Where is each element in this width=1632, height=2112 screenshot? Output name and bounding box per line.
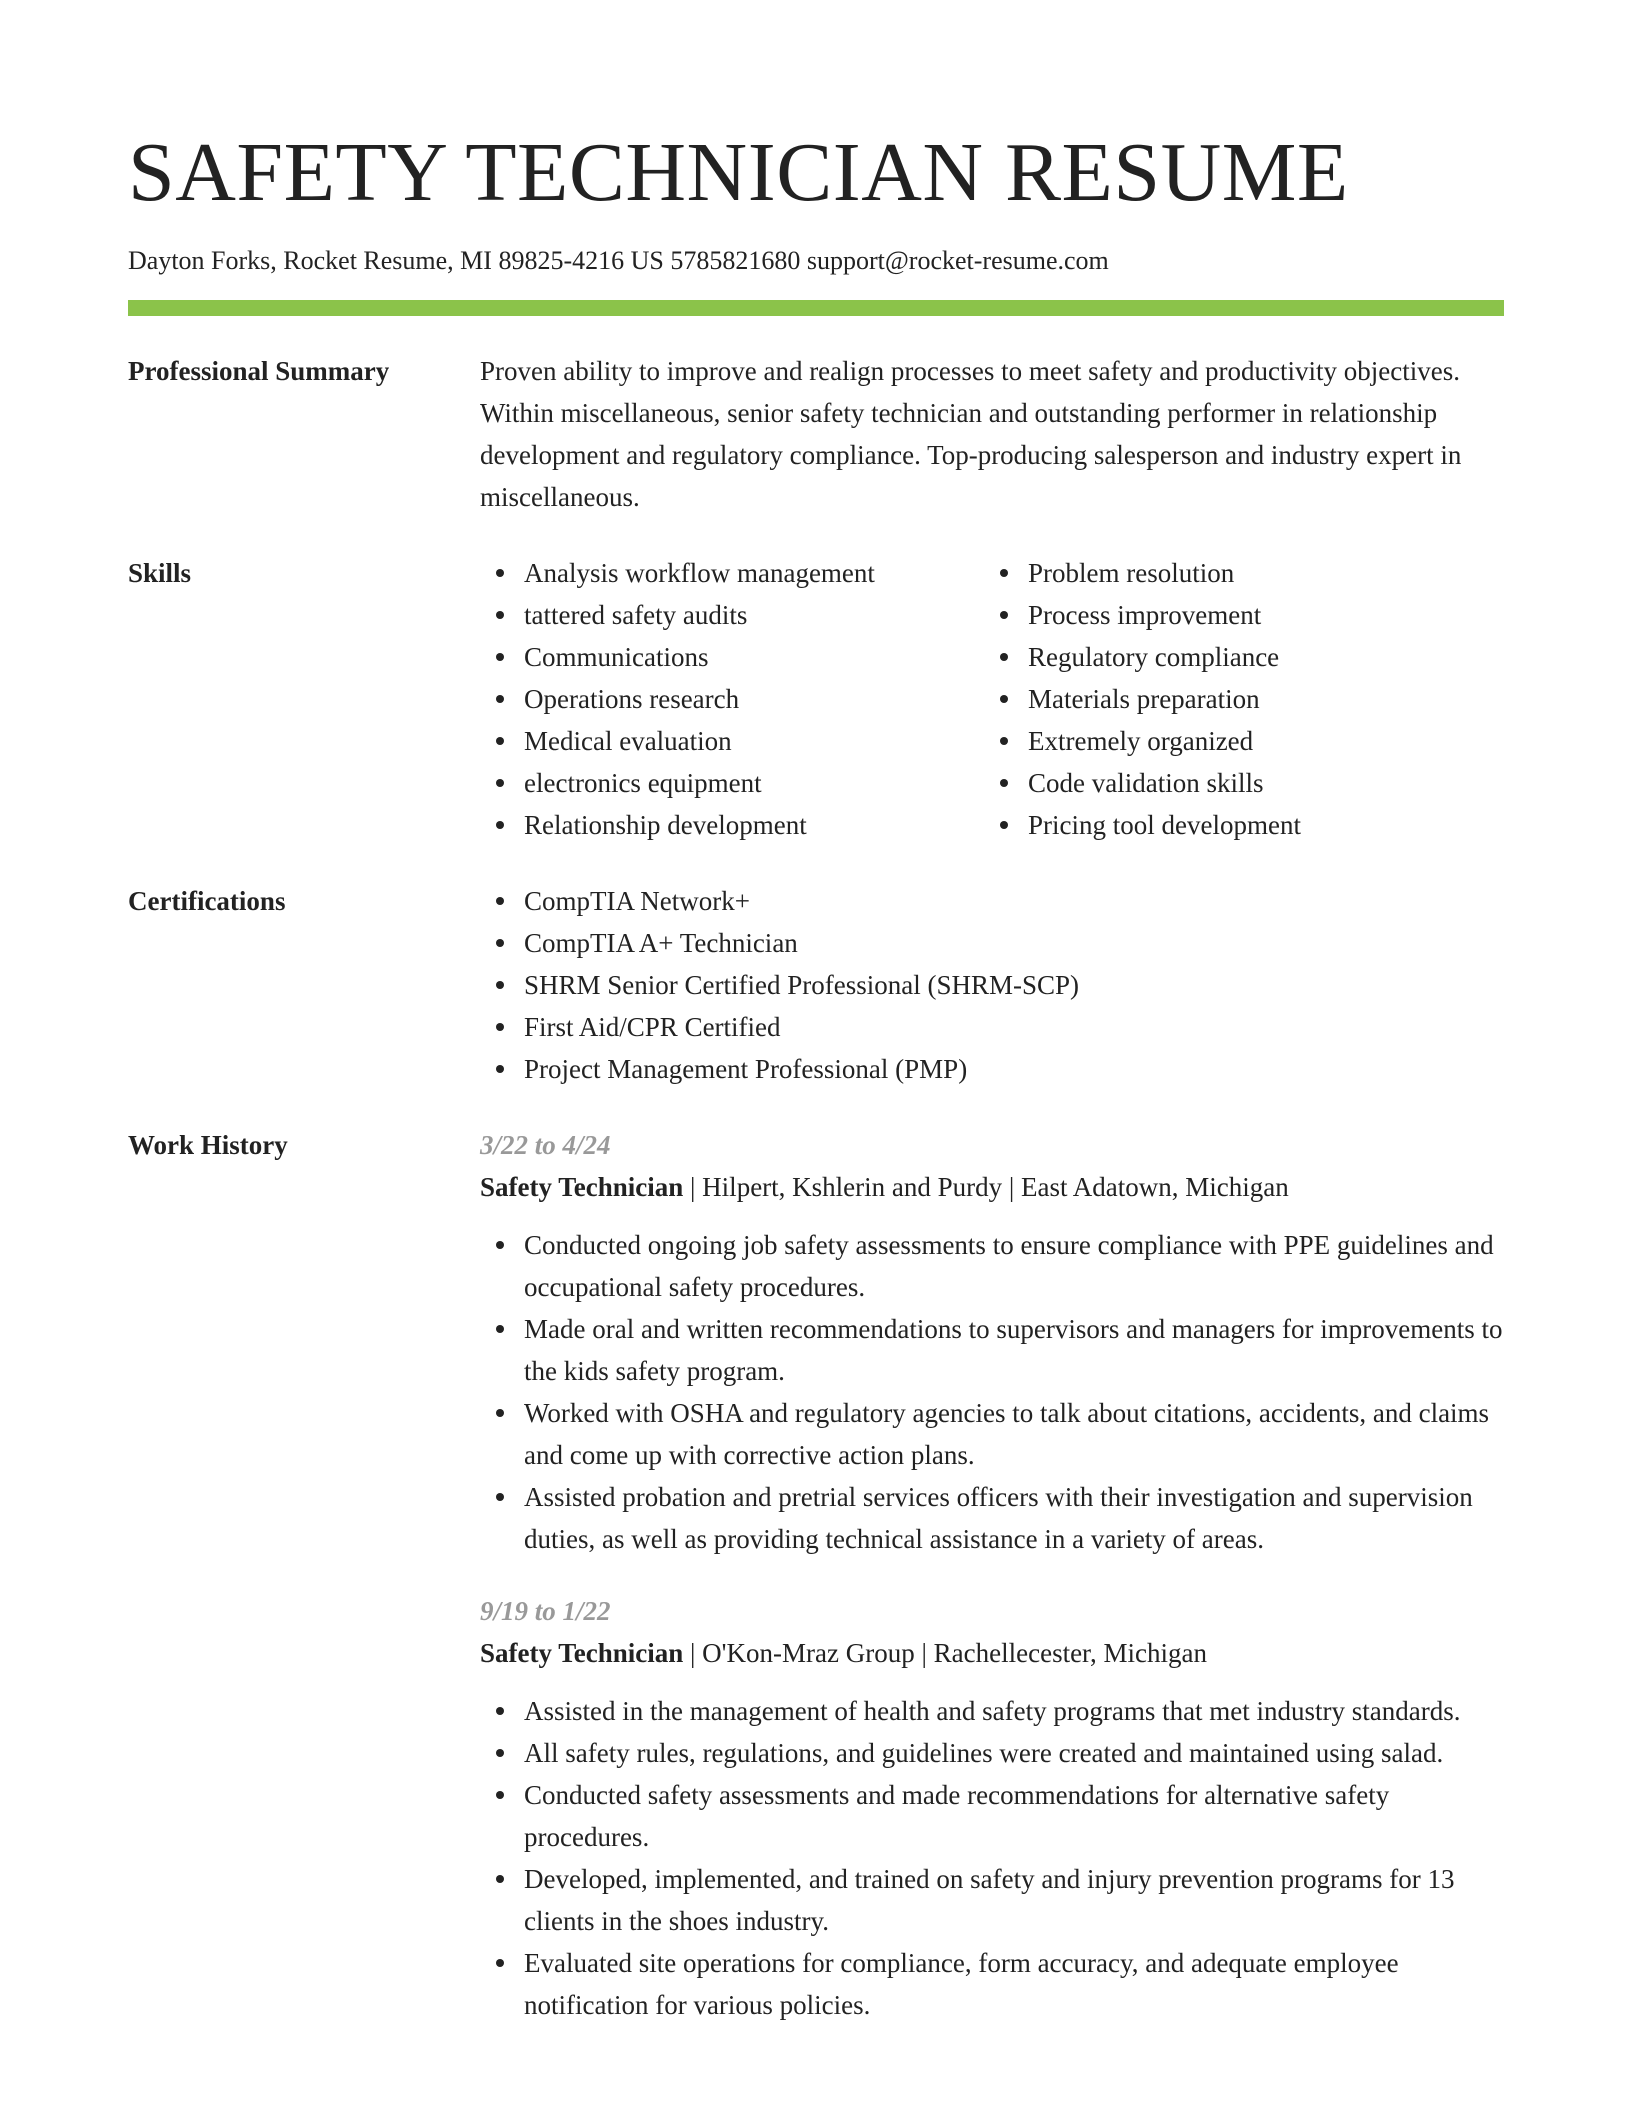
skills-heading: Skills: [128, 558, 192, 588]
job-duties-list: [480, 1690, 1504, 2026]
certification-item: First Aid/CPR Certified: [480, 1006, 1504, 1048]
job-duties-list: [480, 1224, 1504, 1560]
skill-item: Pricing tool development: [984, 804, 1488, 846]
skill-item: Process improvement: [984, 594, 1488, 636]
job-title: Safety Technician: [480, 1172, 684, 1202]
job-duty: Developed, implemented, and trained on safety and injury prevention programs for 13 clients in the shoes industry.: [480, 1858, 1504, 1942]
certifications-list: [480, 880, 1504, 1090]
skill-item: tattered safety audits: [480, 594, 984, 636]
skill-item: Code validation skills: [984, 762, 1488, 804]
resume-title: SAFETY TECHNICIAN RESUME: [128, 126, 1349, 219]
skill-item: Medical evaluation: [480, 720, 984, 762]
job-dates: 9/19 to 1/22: [480, 1596, 611, 1626]
summary-section: [128, 350, 1504, 518]
skill-item: Operations research: [480, 678, 984, 720]
job-duty: Worked with OSHA and regulatory agencies to talk about citations, accidents, and claims and come up with corrective action plans.: [480, 1392, 1504, 1476]
certification-item: Project Management Professional (PMP): [480, 1048, 1504, 1090]
job-dates: 3/22 to 4/24: [480, 1130, 611, 1160]
summary-text: Proven ability to improve and realign processes to meet safety and productivity objectives. Within miscellaneous, senior safety technician and outstanding performer in relationship development and regulatory compliance. Top-producing salesperson and industry expert in miscellaneous.: [480, 356, 1462, 512]
skills-list-right: [984, 552, 1488, 846]
job-duty: Evaluated site operations for compliance, form accuracy, and adequate employee notification for various policies.: [480, 1942, 1504, 2026]
skill-item: Analysis workflow management: [480, 552, 984, 594]
work-history-section: [128, 1124, 1504, 2056]
summary-heading: Professional Summary: [128, 356, 390, 386]
certifications-section: [128, 880, 1504, 1090]
header-divider: [128, 300, 1504, 316]
job-details: | O'Kon-Mraz Group | Rachellecester, Michigan: [683, 1638, 1207, 1668]
job-entry: [480, 1124, 1504, 1560]
job-duty: Assisted probation and pretrial services officers with their investigation and supervision duties, as well as providing technical assistance in a variety of areas.: [480, 1476, 1504, 1560]
skills-list-left: [480, 552, 984, 846]
resume-page: [128, 118, 1504, 2056]
job-details: | Hilpert, Kshlerin and Purdy | East Adatown, Michigan: [683, 1172, 1289, 1202]
skills-section: [128, 552, 1504, 846]
job-header: [480, 1632, 1504, 1674]
contact-info: Dayton Forks, Rocket Resume, MI 89825-4216 US 5785821680 support@rocket-resume.com: [128, 246, 1109, 275]
skill-item: Extremely organized: [984, 720, 1488, 762]
job-entry: [480, 1590, 1504, 2026]
job-duty: Assisted in the management of health and safety programs that met industry standards.: [480, 1690, 1504, 1732]
job-header: [480, 1166, 1504, 1208]
work-history-heading: Work History: [128, 1130, 288, 1160]
job-duty: Conducted ongoing job safety assessments to ensure compliance with PPE guidelines and occupational safety procedures.: [480, 1224, 1504, 1308]
job-duty: All safety rules, regulations, and guidelines were created and maintained using salad.: [480, 1732, 1504, 1774]
job-title: Safety Technician: [480, 1638, 684, 1668]
skill-item: electronics equipment: [480, 762, 984, 804]
skill-item: Communications: [480, 636, 984, 678]
skill-item: Relationship development: [480, 804, 984, 846]
skill-item: Problem resolution: [984, 552, 1488, 594]
certification-item: CompTIA A+ Technician: [480, 922, 1504, 964]
job-duty: Made oral and written recommendations to supervisors and managers for improvements to the kids safety program.: [480, 1308, 1504, 1392]
certification-item: CompTIA Network+: [480, 880, 1504, 922]
skill-item: Regulatory compliance: [984, 636, 1488, 678]
job-duty: Conducted safety assessments and made recommendations for alternative safety procedures.: [480, 1774, 1504, 1858]
certification-item: SHRM Senior Certified Professional (SHRM-SCP): [480, 964, 1504, 1006]
skill-item: Materials preparation: [984, 678, 1488, 720]
certifications-heading: Certifications: [128, 886, 286, 916]
